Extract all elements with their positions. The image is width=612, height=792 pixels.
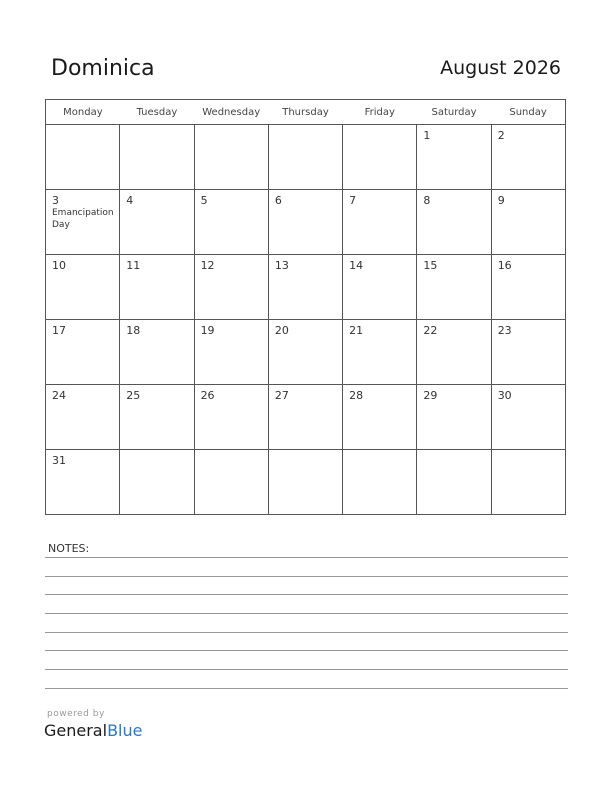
day-cell[interactable] bbox=[268, 385, 342, 450]
day-number: 5 bbox=[200, 194, 208, 207]
day-cell[interactable] bbox=[268, 450, 342, 515]
day-number: 25 bbox=[126, 389, 141, 402]
note-line bbox=[45, 632, 568, 633]
note-line bbox=[45, 688, 568, 689]
day-number: 24 bbox=[52, 389, 66, 402]
day-number: 14 bbox=[349, 259, 364, 272]
day-number: 9 bbox=[497, 194, 505, 207]
day-cell[interactable] bbox=[343, 190, 417, 255]
day-cell[interactable] bbox=[194, 320, 268, 385]
day-cell[interactable] bbox=[268, 255, 342, 320]
weekday-header: Friday bbox=[343, 100, 417, 125]
day-cell[interactable] bbox=[491, 255, 565, 320]
note-line bbox=[45, 650, 568, 651]
calendar-grid bbox=[45, 99, 566, 515]
day-number: 17 bbox=[52, 324, 66, 337]
day-cell[interactable] bbox=[194, 125, 268, 190]
day-cell[interactable] bbox=[268, 320, 342, 385]
day-number: 19 bbox=[200, 324, 215, 337]
day-cell[interactable] bbox=[491, 320, 565, 385]
day-cell[interactable] bbox=[268, 125, 342, 190]
brand-general: General bbox=[44, 721, 108, 740]
day-cell[interactable] bbox=[343, 385, 417, 450]
notes-label: NOTES: bbox=[48, 542, 90, 555]
weekday-header: Monday bbox=[46, 100, 120, 125]
week-row bbox=[46, 255, 566, 320]
day-cell[interactable] bbox=[343, 320, 417, 385]
day-cell[interactable] bbox=[343, 450, 417, 515]
day-cell[interactable] bbox=[417, 125, 491, 190]
day-number: 11 bbox=[126, 259, 141, 272]
day-cell[interactable] bbox=[120, 385, 194, 450]
day-cell[interactable] bbox=[194, 450, 268, 515]
day-cell[interactable] bbox=[491, 450, 565, 515]
day-cell[interactable] bbox=[46, 125, 120, 190]
day-number: 29 bbox=[423, 389, 438, 402]
day-cell[interactable] bbox=[194, 255, 268, 320]
note-line bbox=[45, 576, 568, 577]
note-line bbox=[45, 557, 568, 558]
day-cell[interactable] bbox=[194, 190, 268, 255]
day-number: 21 bbox=[349, 324, 364, 337]
day-cell[interactable] bbox=[120, 450, 194, 515]
day-cell[interactable] bbox=[46, 255, 120, 320]
day-cell[interactable] bbox=[417, 450, 491, 515]
day-cell[interactable] bbox=[46, 385, 120, 450]
month-title: August 2026 bbox=[440, 57, 561, 79]
day-number: 15 bbox=[423, 259, 438, 272]
week-row bbox=[46, 450, 566, 515]
day-number: 2 bbox=[497, 129, 505, 142]
day-cell[interactable] bbox=[120, 320, 194, 385]
day-number: 18 bbox=[126, 324, 141, 337]
powered-by-text: powered by bbox=[47, 709, 105, 719]
day-cell[interactable] bbox=[491, 190, 565, 255]
note-line bbox=[45, 669, 568, 670]
weekday-header-row bbox=[46, 100, 566, 125]
day-number: 28 bbox=[349, 389, 364, 402]
day-number: 16 bbox=[497, 259, 512, 272]
day-cell[interactable] bbox=[343, 125, 417, 190]
day-cell[interactable] bbox=[46, 320, 120, 385]
day-cell[interactable] bbox=[46, 190, 120, 255]
day-cell[interactable] bbox=[417, 190, 491, 255]
weekday-header: Tuesday bbox=[120, 100, 194, 125]
day-number: 1 bbox=[423, 129, 431, 142]
brand-logo[interactable] bbox=[44, 721, 142, 740]
day-cell[interactable] bbox=[268, 190, 342, 255]
note-line bbox=[45, 594, 568, 595]
day-cell[interactable] bbox=[120, 190, 194, 255]
day-cell[interactable] bbox=[417, 320, 491, 385]
day-number: 31 bbox=[52, 454, 66, 467]
day-number: 10 bbox=[52, 259, 66, 272]
weekday-header: Thursday bbox=[268, 100, 342, 125]
brand-blue: Blue bbox=[107, 721, 143, 740]
day-number: 8 bbox=[423, 194, 431, 207]
country-title: Dominica bbox=[51, 56, 155, 81]
weekday-header: Saturday bbox=[417, 100, 491, 125]
day-cell[interactable] bbox=[491, 385, 565, 450]
day-number: 4 bbox=[126, 194, 134, 207]
weekday-header: Sunday bbox=[491, 100, 565, 125]
day-number: 6 bbox=[274, 194, 282, 207]
day-number: 13 bbox=[274, 259, 289, 272]
day-number: 7 bbox=[349, 194, 357, 207]
day-cell[interactable] bbox=[46, 450, 120, 515]
week-row bbox=[46, 125, 566, 190]
day-number: 22 bbox=[423, 324, 438, 337]
day-number: 30 bbox=[497, 389, 512, 402]
day-number: 12 bbox=[200, 259, 215, 272]
week-row bbox=[46, 320, 566, 385]
day-cell[interactable] bbox=[120, 255, 194, 320]
day-cell[interactable] bbox=[120, 125, 194, 190]
day-number: 23 bbox=[497, 324, 512, 337]
day-cell[interactable] bbox=[417, 385, 491, 450]
day-cell[interactable] bbox=[417, 255, 491, 320]
day-number: 26 bbox=[200, 389, 215, 402]
note-line bbox=[45, 613, 568, 614]
day-cell[interactable] bbox=[491, 125, 565, 190]
holiday-label: Emancipation Day bbox=[52, 208, 114, 230]
day-number: 3 bbox=[52, 194, 59, 207]
day-number: 20 bbox=[274, 324, 289, 337]
day-number: 27 bbox=[274, 389, 289, 402]
week-row bbox=[46, 385, 566, 450]
day-cell[interactable] bbox=[343, 255, 417, 320]
day-cell[interactable] bbox=[194, 385, 268, 450]
weekday-header: Wednesday bbox=[194, 100, 268, 125]
week-row bbox=[46, 190, 566, 255]
